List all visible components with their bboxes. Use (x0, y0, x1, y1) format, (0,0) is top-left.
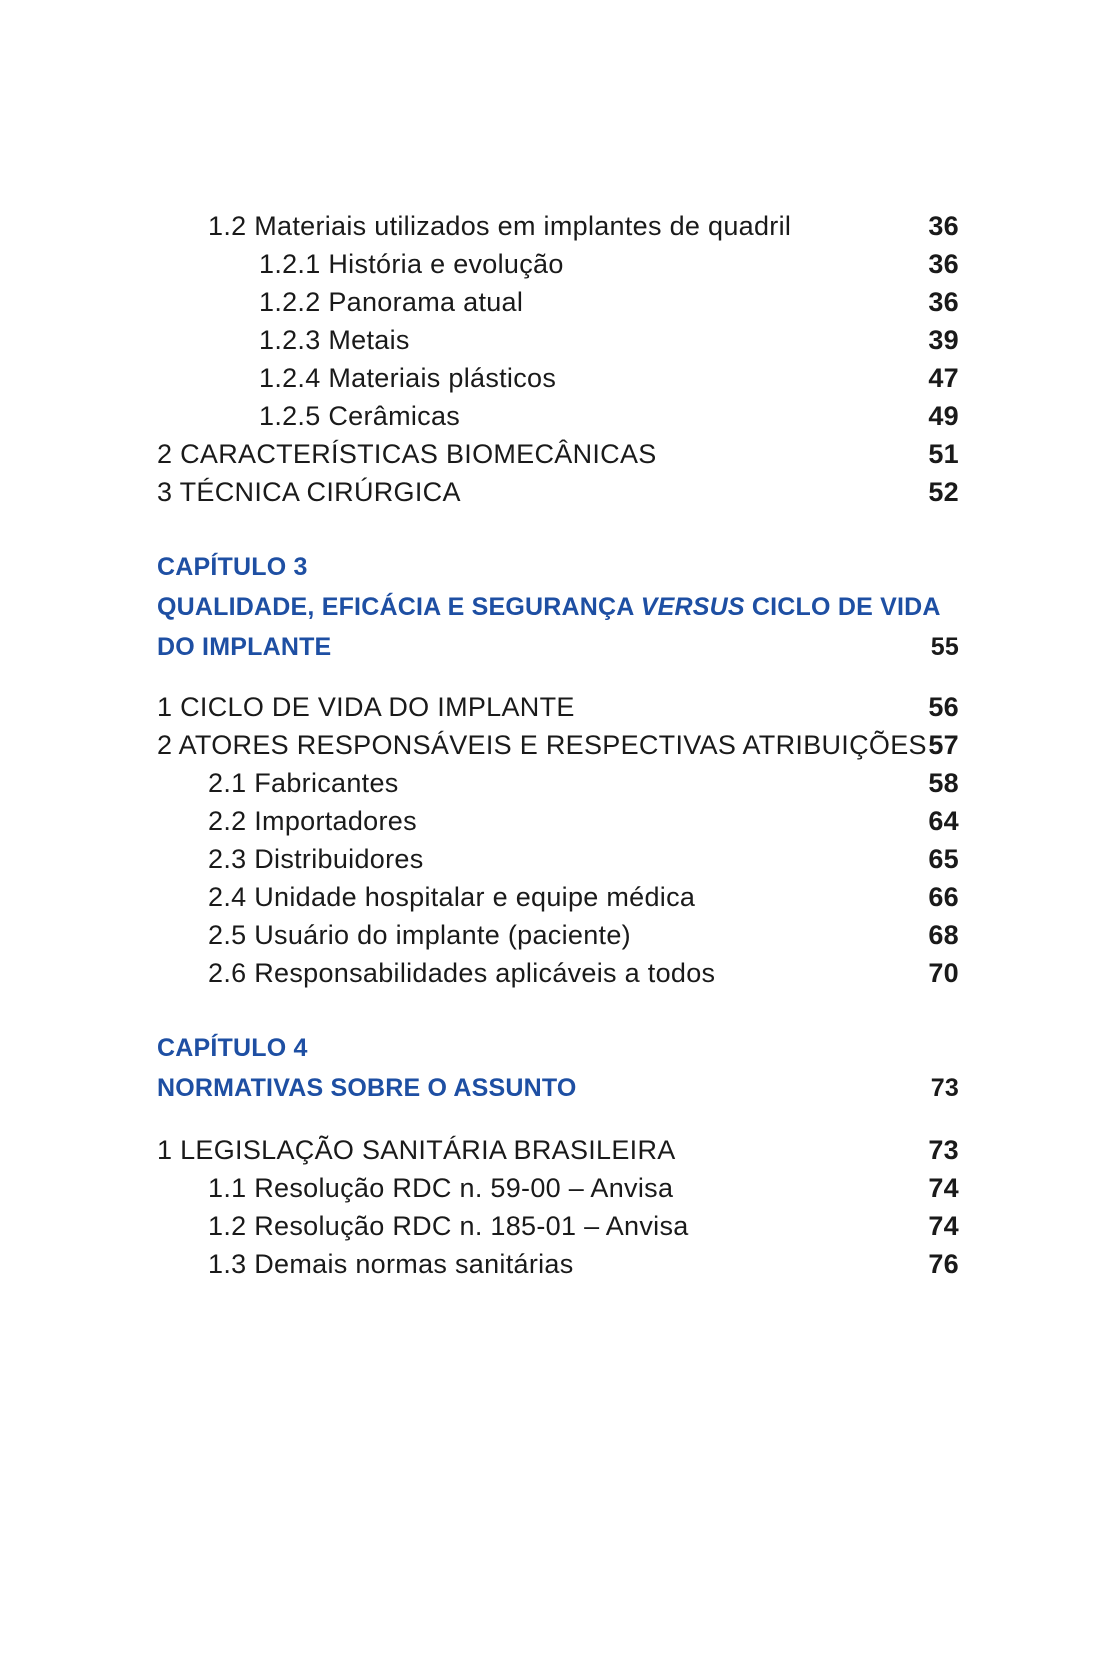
toc-entry-label: 2 CARACTERÍSTICAS BIOMECÂNICAS (157, 439, 657, 469)
chapter-title-line-1 (157, 587, 959, 627)
chapter-page: 73 (930, 1074, 959, 1102)
toc-entry-label: 1.3 Demais normas sanitárias (208, 1249, 574, 1279)
toc-entry (0, 839, 1103, 879)
toc-entry (0, 244, 1103, 284)
chapter-title-text: CICLO DE VIDA (744, 593, 941, 621)
toc-entry (0, 801, 1103, 841)
toc-entry (0, 1206, 1103, 1246)
toc-entry-page: 74 (928, 1173, 959, 1203)
toc-entry (0, 358, 1103, 398)
toc-entry-label: 2.3 Distribuidores (208, 844, 424, 874)
chapter-title-emphasis: VERSUS (640, 593, 745, 621)
toc-entry-page: 73 (928, 1135, 959, 1165)
chapter-number: CAPÍTULO 4 (157, 1034, 308, 1062)
chapter-3-heading (157, 547, 959, 667)
toc-entry-label: 2.6 Responsabilidades aplicáveis a todos (208, 958, 716, 988)
toc-entry-label: 1 LEGISLAÇÃO SANITÁRIA BRASILEIRA (157, 1135, 676, 1165)
toc-entry-page: 52 (928, 477, 959, 507)
chapter-title-text: NORMATIVAS SOBRE O ASSUNTO (157, 1074, 577, 1102)
chapter-page: 55 (930, 633, 959, 661)
toc-entry (0, 320, 1103, 360)
toc-entry (0, 1168, 1103, 1208)
toc-entry-label: 1.2.1 História e evolução (259, 249, 564, 279)
toc-entry-label: 2.5 Usuário do implante (paciente) (208, 920, 631, 950)
toc-entry-page: 58 (928, 768, 959, 798)
toc-entry-page: 57 (928, 730, 959, 760)
toc-entry-page: 64 (928, 806, 959, 836)
toc-entry-label: 1.2.3 Metais (259, 325, 410, 355)
toc-entry-page: 47 (928, 363, 959, 393)
toc-entry-label: 1.2.4 Materiais plásticos (259, 363, 557, 393)
toc-entry (0, 877, 1103, 917)
toc-entry-label: 2.4 Unidade hospitalar e equipe médica (208, 882, 696, 912)
toc-entry-label: 3 TÉCNICA CIRÚRGICA (157, 477, 461, 507)
toc-entry-label: 2 ATORES RESPONSÁVEIS E RESPECTIVAS ATRIBUIÇÕES (157, 730, 927, 760)
toc-entry-page: 76 (928, 1249, 959, 1279)
toc-entry-page: 74 (928, 1211, 959, 1241)
toc-entry (0, 1244, 1103, 1284)
toc-entry (0, 206, 1103, 246)
toc-entry (0, 1130, 1103, 1170)
toc-entry-page: 56 (928, 692, 959, 722)
toc-entry (0, 953, 1103, 993)
toc-entry-label: 1.1 Resolução RDC n. 59-00 – Anvisa (208, 1173, 674, 1203)
toc-entry-page: 68 (928, 920, 959, 950)
toc-entry-page: 36 (928, 287, 959, 317)
toc-entry-page: 36 (928, 211, 959, 241)
toc-entry (0, 472, 1103, 512)
chapter-4-heading (157, 1028, 959, 1108)
toc-entry (0, 396, 1103, 436)
toc-entry-label: 2.1 Fabricantes (208, 768, 399, 798)
chapter-title-text: DO IMPLANTE (157, 633, 332, 661)
chapter-title-text: QUALIDADE, EFICÁCIA E SEGURANÇA (157, 593, 641, 621)
chapter-number: CAPÍTULO 3 (157, 553, 308, 581)
toc-entry (0, 687, 1103, 727)
toc-entry (0, 763, 1103, 803)
toc-entry-page: 65 (928, 844, 959, 874)
toc-entry (0, 434, 1103, 474)
toc-entry-label: 1.2 Resolução RDC n. 185-01 – Anvisa (208, 1211, 689, 1241)
toc-entry-label: 1.2.5 Cerâmicas (259, 401, 461, 431)
toc-entry-page: 70 (928, 958, 959, 988)
chapter-title-line-1 (157, 1068, 959, 1108)
toc-entry-label: 2.2 Importadores (208, 806, 417, 836)
toc-entry (0, 915, 1103, 955)
toc-entry-page: 36 (928, 249, 959, 279)
toc-entry-page: 51 (928, 439, 959, 469)
toc-entry (0, 725, 1103, 765)
toc-entry (0, 282, 1103, 322)
toc-entry-page: 39 (928, 325, 959, 355)
toc-entry-page: 66 (928, 882, 959, 912)
toc-entry-label: 1 CICLO DE VIDA DO IMPLANTE (157, 692, 575, 722)
chapter-title-line-2 (157, 627, 959, 667)
toc-entry-label: 1.2 Materiais utilizados em implantes de quadril (208, 211, 792, 241)
toc-entry-page: 49 (928, 401, 959, 431)
toc-entry-label: 1.2.2 Panorama atual (259, 287, 524, 317)
